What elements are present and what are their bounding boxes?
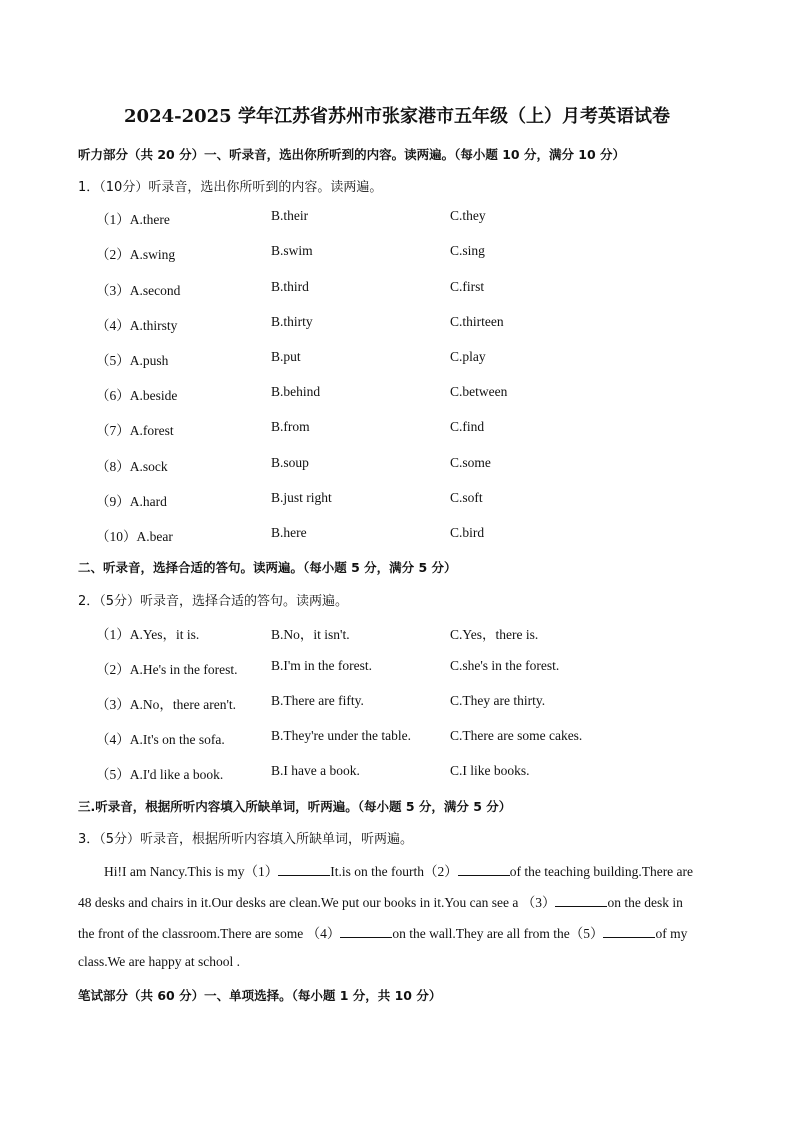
- option-a: （2）A.He's in the forest.: [96, 662, 238, 677]
- q2-item-row: [0, 658, 794, 676]
- option-a: （5）A.push: [96, 353, 169, 368]
- written-section-header: 笔试部分（共 60 分）一、单项选择。（每小题 1 分，共 10 分）: [78, 988, 442, 1003]
- option-a: （2）A.swing: [96, 247, 176, 262]
- option-b: B.from: [271, 419, 310, 434]
- passage-line: [104, 860, 718, 880]
- option-b: B.put: [271, 349, 301, 364]
- passage-text: It.is on the fourth（2）: [330, 864, 458, 879]
- q1-item-row: [0, 525, 794, 543]
- option-a: （3）A.No，there aren't.: [96, 697, 237, 712]
- answer-blank-5[interactable]: [603, 926, 655, 938]
- option-a: （4）A.It's on the sofa.: [96, 732, 225, 747]
- passage-line: [78, 891, 718, 911]
- option-c: C.thirteen: [450, 314, 504, 329]
- option-b: B.here: [271, 525, 307, 540]
- q1-item-row: [0, 279, 794, 297]
- option-b: B.They're under the table.: [271, 728, 412, 743]
- passage-text: 48 desks and chairs in it.Our desks are clean.We put our books in it.You can see a （3）: [78, 895, 556, 910]
- option-c: C.find: [450, 419, 485, 434]
- option-a: （5）A.I'd like a book.: [96, 767, 224, 782]
- option-c: C.bird: [450, 525, 485, 540]
- q1-item-row: [0, 455, 794, 473]
- answer-blank-1[interactable]: [278, 864, 330, 876]
- question-2-stem: 2．（5分）听录音，选择合适的答句。读两遍。: [78, 594, 349, 609]
- option-b: B.their: [271, 208, 309, 223]
- q1-item-row: [0, 419, 794, 437]
- option-a: （7）A.forest: [96, 423, 174, 438]
- option-a: （4）A.thirsty: [96, 318, 178, 333]
- option-b: B.behind: [271, 384, 321, 399]
- q1-item-row: [0, 314, 794, 332]
- option-b: B.No，it isn't.: [271, 627, 350, 642]
- answer-blank-4[interactable]: [340, 926, 392, 938]
- q2-item-row: [0, 623, 794, 641]
- answer-blank-2[interactable]: [458, 864, 510, 876]
- option-a: （6）A.beside: [96, 388, 178, 403]
- option-b: B.soup: [271, 455, 309, 470]
- option-c: C.play: [450, 349, 486, 364]
- section-3-header: 三.听录音，根据所听内容填入所缺单词，听两遍。（每小题 5 分，满分 5 分）: [78, 799, 512, 814]
- option-b: B.swim: [271, 243, 313, 258]
- q1-item-row: [0, 490, 794, 508]
- option-c: C.I like books.: [450, 763, 530, 778]
- option-b: B.thirty: [271, 314, 313, 329]
- section-2-header: 二、听录音，选择合适的答句。读两遍。（每小题 5 分，满分 5 分）: [78, 560, 457, 575]
- option-a: （3）A.second: [96, 283, 181, 298]
- option-b: B.third: [271, 279, 309, 294]
- question-3-stem: 3．（5分）听录音，根据所听内容填入所缺单词，听两遍。: [78, 832, 414, 847]
- passage-text: the front of the classroom.There are some （4）: [78, 926, 341, 941]
- option-b: B.just right: [271, 490, 332, 505]
- option-c: C.she's in the forest.: [450, 658, 560, 673]
- option-b: B.I have a book.: [271, 763, 360, 778]
- q2-item-row: [0, 693, 794, 711]
- passage-line: class.We are happy at school .: [78, 954, 240, 969]
- passage-text: of the teaching building.There are: [509, 864, 694, 879]
- option-c: C.between: [450, 384, 508, 399]
- q1-item-row: [0, 384, 794, 402]
- passage-line: [78, 922, 718, 942]
- option-c: C.first: [450, 279, 485, 294]
- option-c: C.They are thirty.: [450, 693, 546, 708]
- listening-section-header: 听力部分（共 20 分）一、听录音，选出你所听到的内容。读两遍。（每小题 10 分，满分 10 分）: [78, 147, 626, 162]
- option-c: C.sing: [450, 243, 485, 258]
- q1-item-row: [0, 208, 794, 226]
- passage-text: Hi!I am Nancy.This is my（1）: [104, 864, 279, 879]
- option-c: C.There are some cakes.: [450, 728, 583, 743]
- option-a: （8）A.sock: [96, 459, 168, 474]
- q1-item-row: [0, 243, 794, 261]
- passage-text: of my: [655, 926, 688, 941]
- option-c: C.some: [450, 455, 491, 470]
- option-a: （10）A.bear: [96, 529, 173, 544]
- option-b: B.I'm in the forest.: [271, 658, 373, 673]
- option-a: （1）A.there: [96, 212, 170, 227]
- option-c: C.Yes，there is.: [450, 627, 539, 642]
- passage-text: on the wall.They are all from the（5）: [392, 926, 604, 941]
- option-a: （9）A.hard: [96, 494, 167, 509]
- option-b: B.There are fifty.: [271, 693, 364, 708]
- passage-text: on the desk in: [607, 895, 683, 910]
- q1-item-row: [0, 349, 794, 367]
- option-c: C.they: [450, 208, 486, 223]
- q2-item-row: [0, 763, 794, 781]
- question-1-stem: 1．（10分）听录音，选出你所听到的内容。读两遍。: [78, 180, 383, 195]
- q2-item-row: [0, 728, 794, 746]
- answer-blank-3[interactable]: [555, 895, 607, 907]
- page-title: 2024-2025 学年江苏省苏州市张家港市五年级（上）月考英语试卷: [124, 106, 670, 127]
- option-a: （1）A.Yes，it is.: [96, 627, 200, 642]
- option-c: C.soft: [450, 490, 483, 505]
